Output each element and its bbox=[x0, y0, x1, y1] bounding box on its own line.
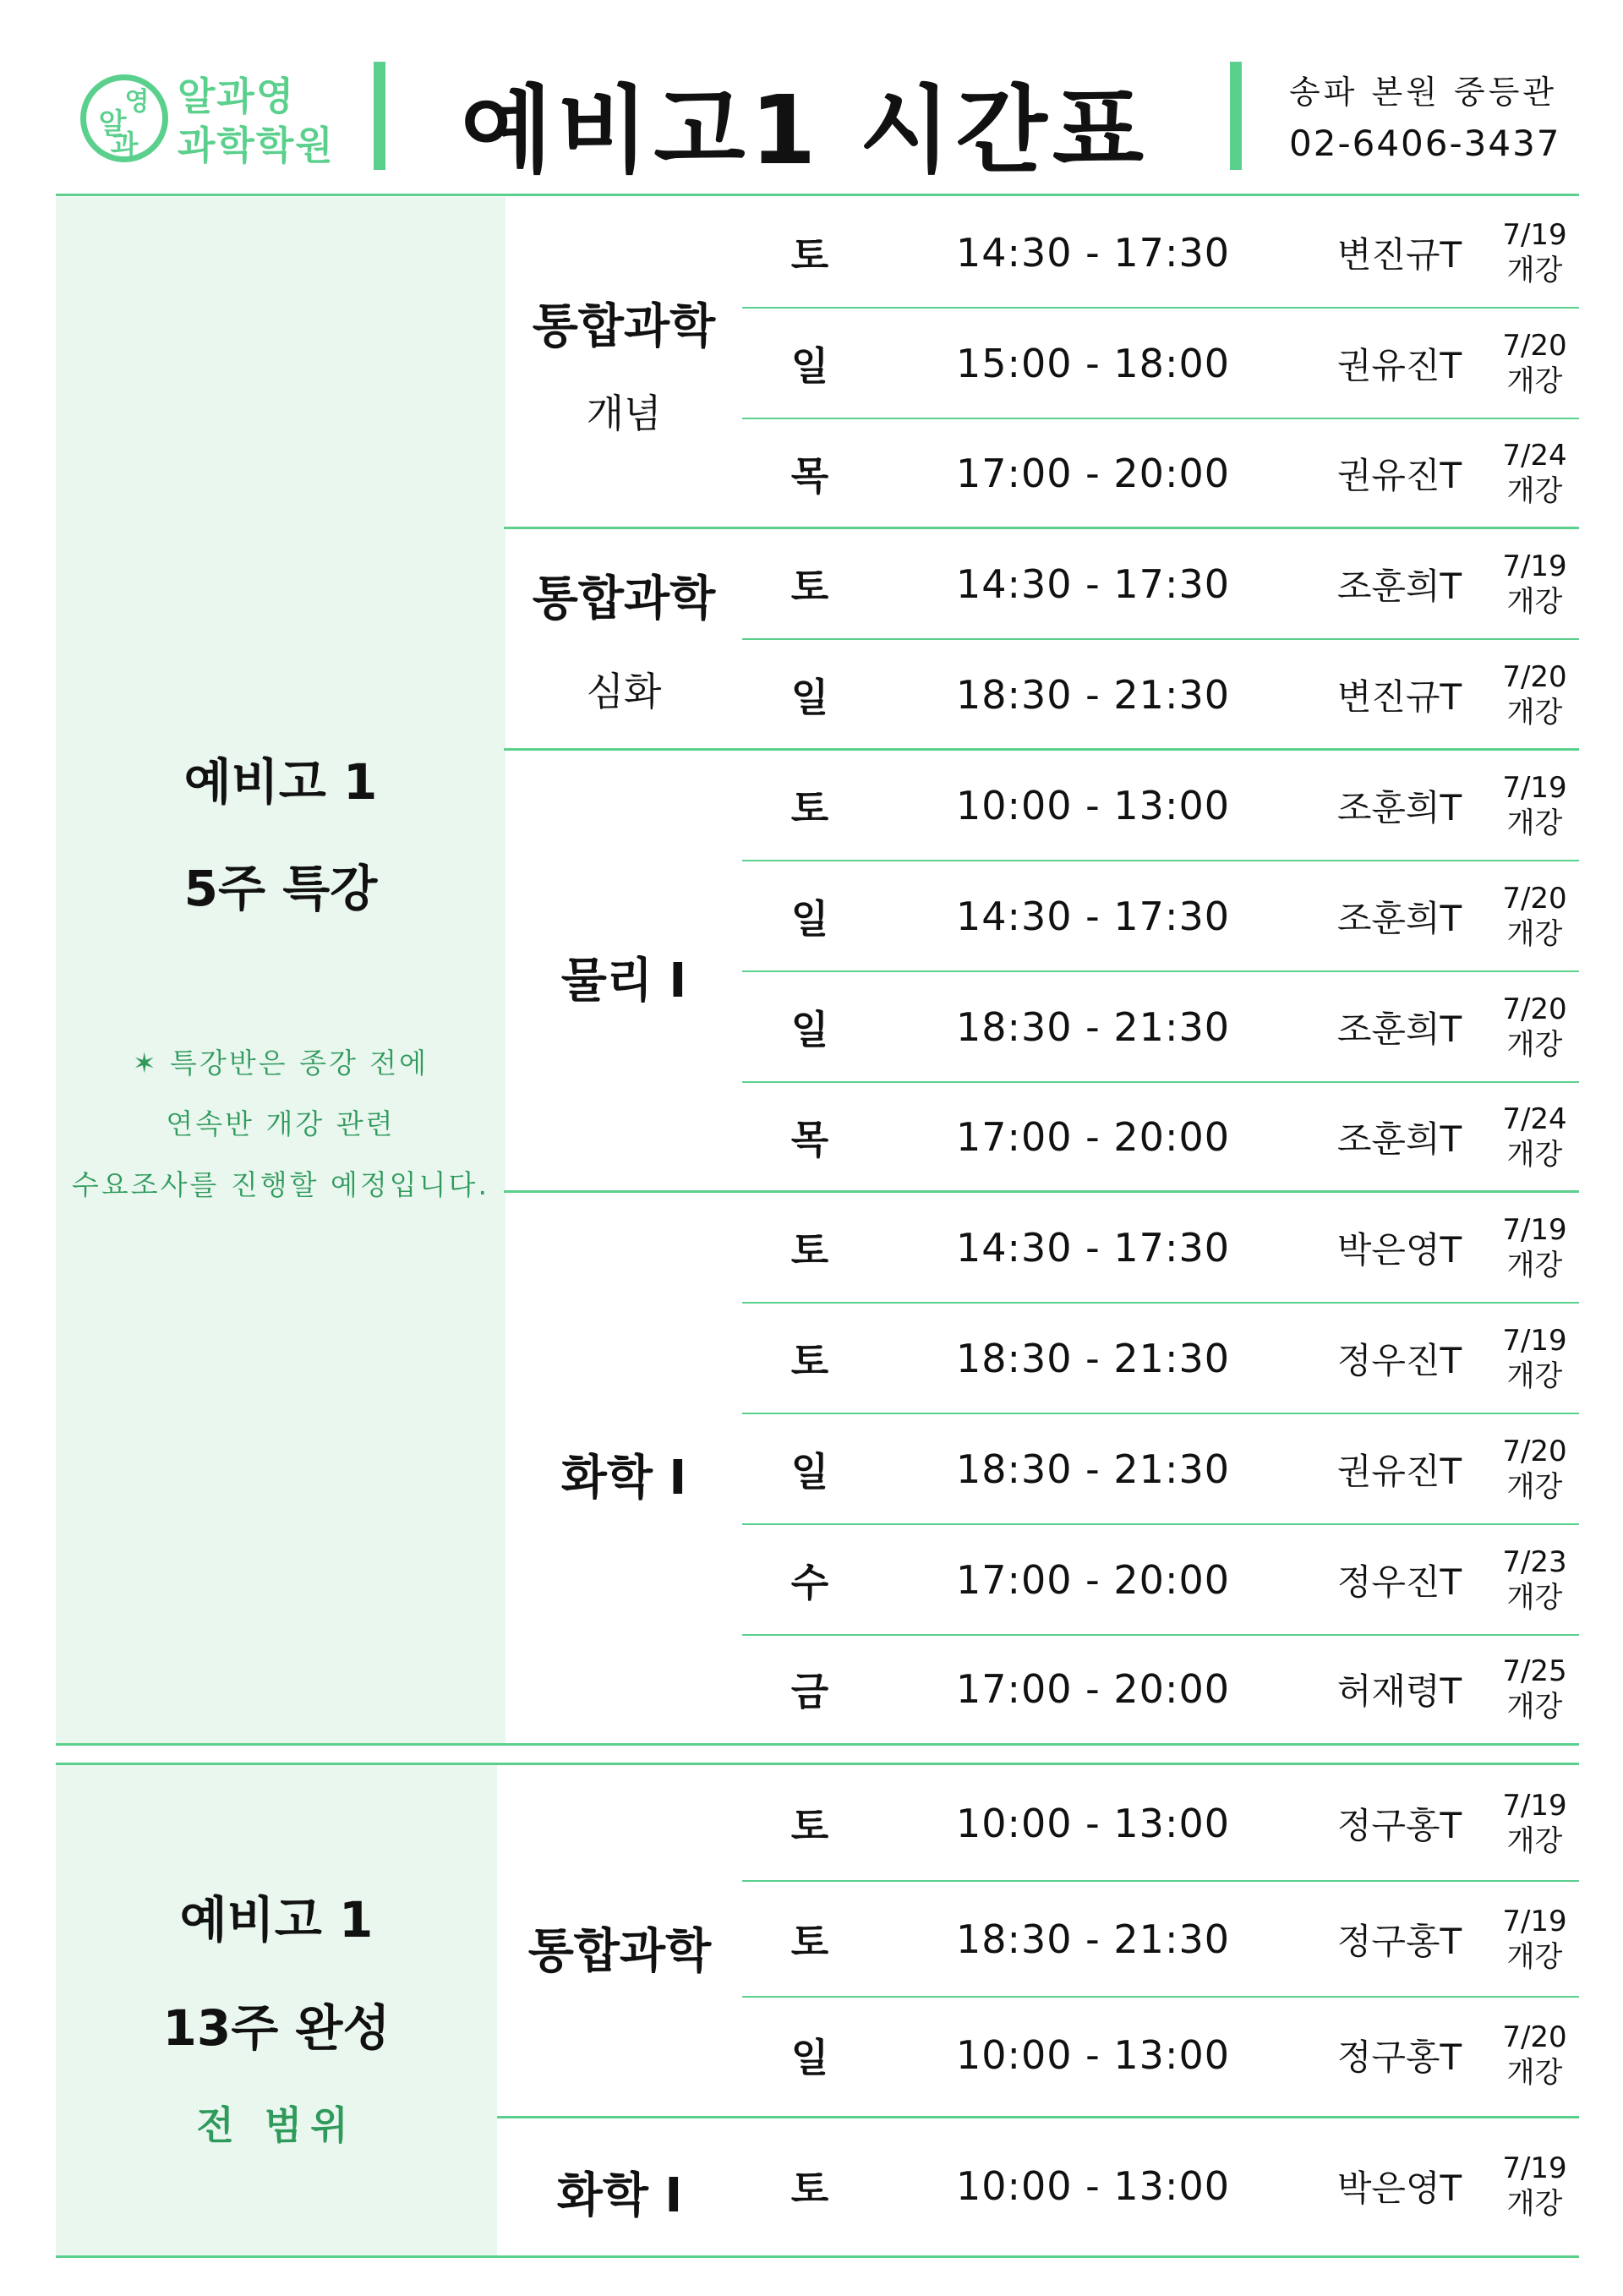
subject-sublabel: 개념 bbox=[586, 391, 662, 436]
row-open-label: 개강 bbox=[1506, 1358, 1563, 1393]
table-bottom-line bbox=[56, 2255, 1579, 2258]
row-day: 일 bbox=[790, 895, 829, 942]
row-date: 7/19 bbox=[1502, 2151, 1567, 2185]
row-day: 일 bbox=[790, 1006, 829, 1052]
phone-number: 02-6406-3437 bbox=[1289, 123, 1561, 164]
row-time: 17:00 - 20:00 bbox=[956, 1665, 1230, 1712]
row-date: 7/20 bbox=[1502, 659, 1567, 694]
row-day: 토 bbox=[790, 232, 829, 278]
row-open-date bbox=[1490, 971, 1579, 1082]
row-date: 7/20 bbox=[1502, 1434, 1567, 1468]
row-date: 7/19 bbox=[1502, 217, 1567, 252]
row-day: 토 bbox=[790, 784, 829, 831]
row-open-label: 개강 bbox=[1506, 2186, 1563, 2221]
schedule-row bbox=[742, 2116, 1579, 2255]
row-time: 14:30 - 17:30 bbox=[956, 1224, 1230, 1271]
row-open-label: 개강 bbox=[1506, 1939, 1563, 1974]
group1-note-line1: ✶ 특강반은 종강 전에 bbox=[132, 1047, 429, 1080]
header-bottom-line bbox=[56, 194, 1579, 196]
row-day: 일 bbox=[790, 2034, 829, 2080]
row-date: 7/19 bbox=[1502, 770, 1567, 805]
row-open-label: 개강 bbox=[1506, 1248, 1563, 1282]
header-divider-left bbox=[374, 62, 385, 170]
row-open-date bbox=[1490, 639, 1579, 750]
subject-label: 화학 I bbox=[556, 2168, 683, 2223]
row-teacher: 조훈희T bbox=[1336, 786, 1462, 828]
row-teacher: 정구홍T bbox=[1336, 1920, 1462, 1962]
schedule-row bbox=[742, 308, 1579, 418]
row-date: 7/19 bbox=[1502, 1323, 1567, 1358]
row-date: 7/20 bbox=[1502, 881, 1567, 916]
row-open-date bbox=[1490, 1997, 1579, 2113]
group2-title-line1: 예비고 1 bbox=[179, 1891, 374, 1949]
row-teacher: 허재령T bbox=[1336, 1670, 1462, 1712]
row-teacher: 조훈희T bbox=[1336, 565, 1462, 607]
header-divider-right bbox=[1230, 62, 1242, 170]
row-date: 7/23 bbox=[1502, 1544, 1567, 1579]
row-date: 7/25 bbox=[1502, 1654, 1567, 1688]
row-open-label: 개강 bbox=[1506, 1027, 1563, 1062]
schedule-row bbox=[742, 1634, 1579, 1743]
row-teacher: 정구홍T bbox=[1336, 1804, 1462, 1846]
group1-title-line1: 예비고 1 bbox=[183, 753, 378, 811]
row-time: 17:00 - 20:00 bbox=[956, 1113, 1230, 1160]
subject-label: 통합과학 bbox=[532, 571, 716, 626]
schedule-row bbox=[742, 418, 1579, 528]
group1-title-line2: 5주 특강 bbox=[183, 860, 378, 917]
row-teacher: 정구홍T bbox=[1336, 2036, 1462, 2078]
page-title: 예비고1 시간표 bbox=[460, 76, 1150, 186]
row-time: 14:30 - 17:30 bbox=[956, 560, 1230, 607]
schedule-row bbox=[742, 1081, 1579, 1192]
row-open-date bbox=[1490, 528, 1579, 639]
row-teacher: 변진규T bbox=[1336, 233, 1462, 276]
group1-panel bbox=[56, 197, 505, 1744]
row-time: 14:30 - 17:30 bbox=[956, 893, 1230, 939]
row-open-label: 개강 bbox=[1506, 584, 1563, 619]
schedule-row bbox=[742, 861, 1579, 971]
row-day: 수 bbox=[790, 1559, 829, 1605]
row-date: 7/20 bbox=[1502, 328, 1567, 363]
row-teacher: 박은영T bbox=[1336, 2167, 1462, 2209]
subject-label: 물리 I bbox=[560, 954, 687, 1009]
row-time: 14:30 - 17:30 bbox=[956, 229, 1230, 276]
schedule-row bbox=[742, 528, 1579, 639]
branch-name: 송파 본원 중등관 bbox=[1289, 74, 1558, 111]
schedule-row bbox=[742, 639, 1579, 750]
row-day: 목 bbox=[790, 1116, 829, 1162]
subject-label: 화학 I bbox=[560, 1451, 687, 1506]
schedule-row bbox=[742, 750, 1579, 861]
row-open-date bbox=[1490, 1524, 1579, 1635]
subject-label: 통합과학 bbox=[532, 299, 716, 354]
logo-circle-bot: 과 bbox=[110, 129, 139, 163]
schedule-row bbox=[742, 1765, 1579, 1881]
row-date: 7/20 bbox=[1502, 992, 1567, 1026]
group1-note-line2: 연속반 개강 관련 bbox=[166, 1107, 396, 1140]
row-open-label: 개강 bbox=[1506, 916, 1563, 951]
row-time: 17:00 - 20:00 bbox=[956, 450, 1230, 496]
row-date: 7/19 bbox=[1502, 1904, 1567, 1938]
row-time: 17:00 - 20:00 bbox=[956, 1556, 1230, 1603]
row-day: 토 bbox=[790, 1337, 829, 1384]
row-time: 18:30 - 21:30 bbox=[956, 1446, 1230, 1492]
row-date: 7/24 bbox=[1502, 1102, 1567, 1136]
row-time: 10:00 - 13:00 bbox=[956, 2031, 1230, 2078]
row-time: 10:00 - 13:00 bbox=[956, 2162, 1230, 2209]
row-time: 18:30 - 21:30 bbox=[956, 1916, 1230, 1962]
schedule-row bbox=[742, 1413, 1579, 1524]
row-date: 7/19 bbox=[1502, 549, 1567, 583]
row-date: 7/20 bbox=[1502, 2020, 1567, 2054]
row-time: 18:30 - 21:30 bbox=[956, 671, 1230, 718]
row-day: 일 bbox=[790, 1448, 829, 1495]
logo-text-line2: 과학학원 bbox=[178, 123, 335, 168]
row-day: 금 bbox=[790, 1668, 829, 1714]
row-open-date bbox=[1490, 750, 1579, 861]
row-teacher: 권유진T bbox=[1336, 454, 1462, 496]
row-teacher: 정우진T bbox=[1336, 1561, 1462, 1603]
row-open-date bbox=[1490, 1413, 1579, 1524]
row-day: 토 bbox=[790, 2165, 829, 2211]
schedule-row bbox=[742, 971, 1579, 1082]
row-day: 토 bbox=[790, 563, 829, 610]
group2-title-line2: 13주 완성 bbox=[162, 1999, 391, 2057]
row-open-date bbox=[1490, 1634, 1579, 1743]
row-time: 15:00 - 18:00 bbox=[956, 340, 1230, 386]
row-teacher: 권유진T bbox=[1336, 1450, 1462, 1492]
schedule-row bbox=[742, 1192, 1579, 1303]
row-open-label: 개강 bbox=[1506, 253, 1563, 287]
subject-sublabel: 심화 bbox=[586, 669, 662, 714]
row-teacher: 박은영T bbox=[1336, 1228, 1462, 1271]
logo-text-line1: 알과영 bbox=[178, 74, 296, 119]
row-open-date bbox=[1490, 1881, 1579, 1997]
row-open-label: 개강 bbox=[1506, 1137, 1563, 1172]
logo-circle-mid: 알 bbox=[98, 107, 127, 141]
subject-label: 통합과학 bbox=[527, 1924, 712, 1979]
row-open-label: 개강 bbox=[1506, 695, 1563, 730]
schedule-row bbox=[742, 1303, 1579, 1413]
row-open-date bbox=[1490, 2116, 1579, 2255]
row-date: 7/24 bbox=[1502, 438, 1567, 473]
schedule-row bbox=[742, 1997, 1579, 2113]
row-open-label: 개강 bbox=[1506, 1580, 1563, 1615]
row-teacher: 조훈희T bbox=[1336, 1008, 1462, 1050]
row-time: 10:00 - 13:00 bbox=[956, 1800, 1230, 1846]
row-day: 토 bbox=[790, 1918, 829, 1965]
row-open-date bbox=[1490, 1303, 1579, 1413]
row-open-date bbox=[1490, 1765, 1579, 1881]
row-time: 10:00 - 13:00 bbox=[956, 782, 1230, 828]
row-day: 목 bbox=[790, 452, 829, 499]
row-open-label: 개강 bbox=[1506, 364, 1563, 398]
row-open-date bbox=[1490, 1081, 1579, 1192]
row-open-date bbox=[1490, 197, 1579, 308]
row-teacher: 조훈희T bbox=[1336, 897, 1462, 939]
group1-note-line3: 수요조사를 진행할 예정입니다. bbox=[72, 1168, 489, 1201]
row-open-label: 개강 bbox=[1506, 1469, 1563, 1504]
logo-circle-top: 영 bbox=[124, 87, 150, 117]
schedule-row bbox=[742, 1881, 1579, 1997]
row-teacher: 변진규T bbox=[1336, 675, 1462, 718]
row-open-label: 개강 bbox=[1506, 806, 1563, 840]
row-open-label: 개강 bbox=[1506, 473, 1563, 508]
row-open-label: 개강 bbox=[1506, 1823, 1563, 1858]
row-open-label: 개강 bbox=[1506, 2055, 1563, 2090]
schedule-row bbox=[742, 197, 1579, 308]
group-separator-top bbox=[56, 1743, 1579, 1746]
row-date: 7/19 bbox=[1502, 1788, 1567, 1823]
row-day: 일 bbox=[790, 342, 829, 389]
row-time: 18:30 - 21:30 bbox=[956, 1003, 1230, 1050]
schedule-row bbox=[742, 1524, 1579, 1635]
row-open-date bbox=[1490, 308, 1579, 418]
group2-subtitle: 전 범위 bbox=[196, 2102, 357, 2148]
row-day: 일 bbox=[790, 674, 829, 720]
row-day: 토 bbox=[790, 1802, 829, 1849]
row-open-date bbox=[1490, 861, 1579, 971]
logo-circle bbox=[80, 74, 168, 162]
row-time: 18:30 - 21:30 bbox=[956, 1335, 1230, 1381]
row-date: 7/19 bbox=[1502, 1212, 1567, 1247]
row-day: 토 bbox=[790, 1227, 829, 1273]
row-teacher: 권유진T bbox=[1336, 344, 1462, 386]
row-open-date bbox=[1490, 418, 1579, 528]
row-open-label: 개강 bbox=[1506, 1689, 1563, 1724]
row-teacher: 정우진T bbox=[1336, 1339, 1462, 1381]
row-open-date bbox=[1490, 1192, 1579, 1303]
row-teacher: 조훈희T bbox=[1336, 1118, 1462, 1160]
